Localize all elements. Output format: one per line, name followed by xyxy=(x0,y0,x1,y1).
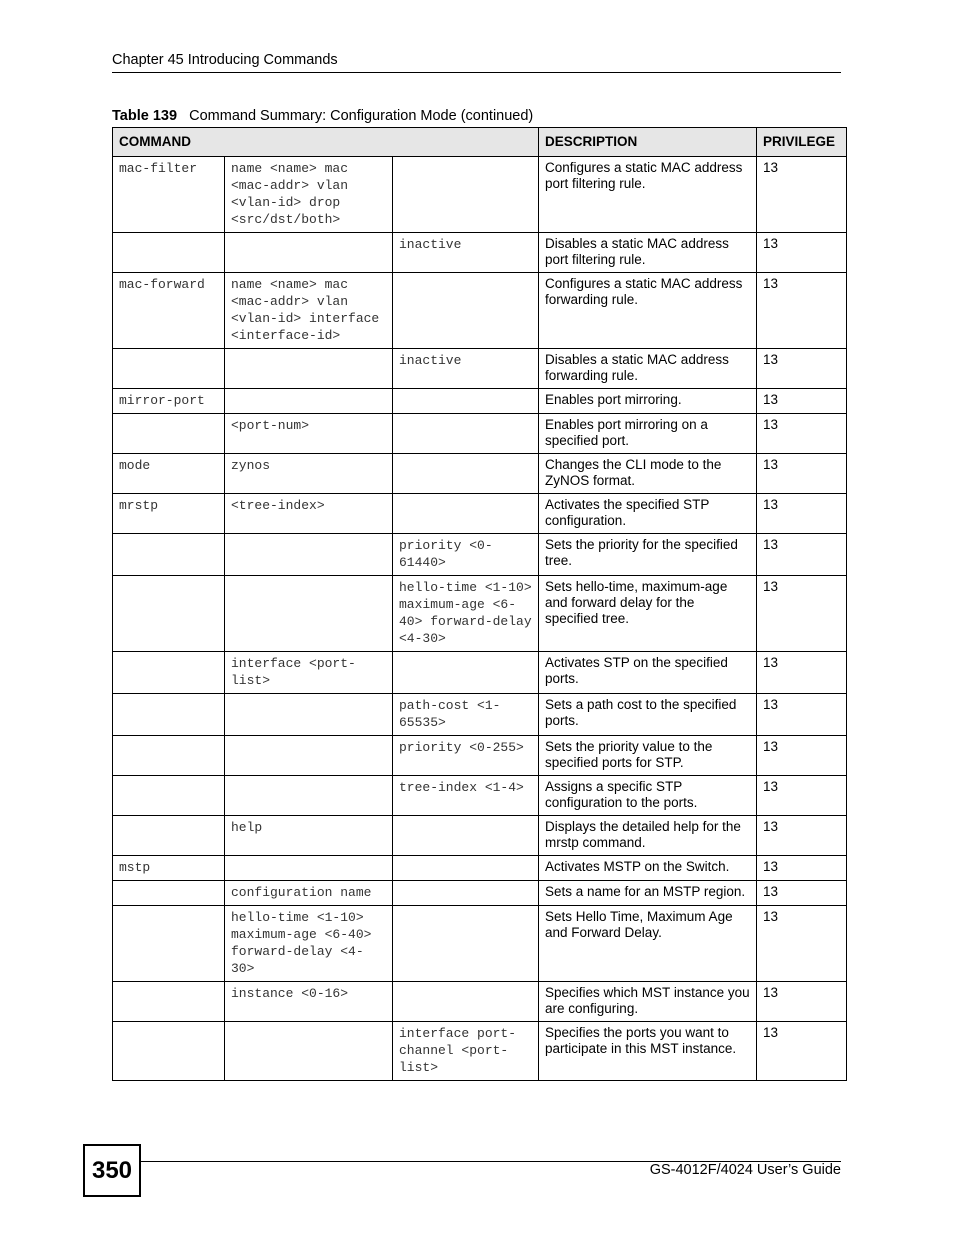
command-cell xyxy=(113,906,225,982)
description-cell: Enables port mirroring on a specified port. xyxy=(539,414,757,454)
description-cell: Assigns a specific STP configuration to the ports. xyxy=(539,776,757,816)
command-cell xyxy=(113,414,225,454)
privilege-cell: 13 xyxy=(757,349,847,389)
sub-argument-cell xyxy=(393,454,539,494)
privilege-cell: 13 xyxy=(757,652,847,694)
sub-argument-cell: hello-time <1-10> maximum-age <6-40> forward-delay <4-30> xyxy=(393,576,539,652)
sub-argument-cell xyxy=(393,273,539,349)
description-cell: Sets the priority for the specified tree. xyxy=(539,534,757,576)
sub-argument-cell: tree-index <1-4> xyxy=(393,776,539,816)
column-header-command: COMMAND xyxy=(113,128,539,157)
argument-cell: <port-num> xyxy=(225,414,393,454)
privilege-cell: 13 xyxy=(757,816,847,856)
command-cell xyxy=(113,534,225,576)
sub-argument-cell xyxy=(393,982,539,1022)
chapter-header: Chapter 45 Introducing Commands xyxy=(112,52,338,68)
table-row xyxy=(113,233,847,273)
command-cell: mode xyxy=(113,454,225,494)
argument-cell xyxy=(225,776,393,816)
description-cell: Sets Hello Time, Maximum Age and Forward Delay. xyxy=(539,906,757,982)
command-cell xyxy=(113,233,225,273)
argument-cell xyxy=(225,576,393,652)
page-number: 350 xyxy=(83,1144,141,1197)
command-cell: mrstp xyxy=(113,494,225,534)
privilege-cell: 13 xyxy=(757,982,847,1022)
privilege-cell: 13 xyxy=(757,776,847,816)
privilege-cell: 13 xyxy=(757,906,847,982)
description-cell: Sets a path cost to the specified ports. xyxy=(539,694,757,736)
argument-cell: configuration name xyxy=(225,881,393,906)
table-row xyxy=(113,414,847,454)
description-cell: Changes the CLI mode to the ZyNOS format. xyxy=(539,454,757,494)
table-row xyxy=(113,906,847,982)
privilege-cell: 13 xyxy=(757,414,847,454)
sub-argument-cell xyxy=(393,414,539,454)
description-cell: Configures a static MAC address port filtering rule. xyxy=(539,157,757,233)
privilege-cell: 13 xyxy=(757,157,847,233)
argument-cell: name <name> mac <mac-addr> vlan <vlan-id> interface <interface-id> xyxy=(225,273,393,349)
argument-cell xyxy=(225,349,393,389)
description-cell: Activates STP on the specified ports. xyxy=(539,652,757,694)
table-row xyxy=(113,349,847,389)
sub-argument-cell xyxy=(393,157,539,233)
sub-argument-cell xyxy=(393,906,539,982)
description-cell: Activates MSTP on the Switch. xyxy=(539,856,757,881)
table-row xyxy=(113,816,847,856)
privilege-cell: 13 xyxy=(757,1022,847,1081)
privilege-cell: 13 xyxy=(757,694,847,736)
table-row xyxy=(113,694,847,736)
description-cell: Enables port mirroring. xyxy=(539,389,757,414)
argument-cell xyxy=(225,856,393,881)
table-row xyxy=(113,494,847,534)
command-cell xyxy=(113,736,225,776)
sub-argument-cell: path-cost <1-65535> xyxy=(393,694,539,736)
command-cell xyxy=(113,694,225,736)
command-cell xyxy=(113,881,225,906)
command-cell: mac-forward xyxy=(113,273,225,349)
argument-cell xyxy=(225,233,393,273)
description-cell: Configures a static MAC address forwarding rule. xyxy=(539,273,757,349)
sub-argument-cell: inactive xyxy=(393,349,539,389)
command-cell: mstp xyxy=(113,856,225,881)
description-cell: Specifies the ports you want to participate in this MST instance. xyxy=(539,1022,757,1081)
description-cell: Disables a static MAC address forwarding rule. xyxy=(539,349,757,389)
sub-argument-cell xyxy=(393,389,539,414)
privilege-cell: 13 xyxy=(757,233,847,273)
sub-argument-cell xyxy=(393,856,539,881)
privilege-cell: 13 xyxy=(757,273,847,349)
command-cell xyxy=(113,576,225,652)
table-body xyxy=(113,157,847,1081)
sub-argument-cell xyxy=(393,816,539,856)
argument-cell: name <name> mac <mac-addr> vlan <vlan-id> drop <src/dst/both> xyxy=(225,157,393,233)
table-row xyxy=(113,881,847,906)
privilege-cell: 13 xyxy=(757,576,847,652)
argument-cell: zynos xyxy=(225,454,393,494)
table-row xyxy=(113,652,847,694)
table-row xyxy=(113,157,847,233)
description-cell: Sets the priority value to the specified ports for STP. xyxy=(539,736,757,776)
table-caption-label: Table 139 xyxy=(112,108,178,124)
table-row xyxy=(113,856,847,881)
table-row xyxy=(113,389,847,414)
column-header-description: DESCRIPTION xyxy=(539,128,757,157)
command-cell xyxy=(113,982,225,1022)
argument-cell xyxy=(225,1022,393,1081)
guide-title: GS-4012F/4024 User’s Guide xyxy=(649,1162,841,1178)
command-cell xyxy=(113,816,225,856)
column-header-privilege: PRIVILEGE xyxy=(757,128,847,157)
description-cell: Sets hello-time, maximum-age and forward delay for the specified tree. xyxy=(539,576,757,652)
sub-argument-cell: priority <0-255> xyxy=(393,736,539,776)
sub-argument-cell: inactive xyxy=(393,233,539,273)
command-cell xyxy=(113,1022,225,1081)
argument-cell xyxy=(225,389,393,414)
argument-cell: <tree-index> xyxy=(225,494,393,534)
table-row xyxy=(113,1022,847,1081)
description-cell: Disables a static MAC address port filtering rule. xyxy=(539,233,757,273)
argument-cell: help xyxy=(225,816,393,856)
privilege-cell: 13 xyxy=(757,454,847,494)
table-header-row xyxy=(113,128,847,157)
table-row xyxy=(113,454,847,494)
sub-argument-cell: priority <0-61440> xyxy=(393,534,539,576)
command-summary-table xyxy=(112,127,847,1081)
table-row xyxy=(113,534,847,576)
sub-argument-cell xyxy=(393,652,539,694)
table-caption-text: Command Summary: Configuration Mode (continued) xyxy=(189,108,534,124)
table-row xyxy=(113,273,847,349)
privilege-cell: 13 xyxy=(757,534,847,576)
argument-cell: instance <0-16> xyxy=(225,982,393,1022)
sub-argument-cell: interface port-channel <port-list> xyxy=(393,1022,539,1081)
command-cell xyxy=(113,349,225,389)
description-cell: Activates the specified STP configuration. xyxy=(539,494,757,534)
description-cell: Sets a name for an MSTP region. xyxy=(539,881,757,906)
privilege-cell: 13 xyxy=(757,736,847,776)
argument-cell xyxy=(225,694,393,736)
sub-argument-cell xyxy=(393,881,539,906)
description-cell: Specifies which MST instance you are configuring. xyxy=(539,982,757,1022)
table-row xyxy=(113,776,847,816)
argument-cell: interface <port-list> xyxy=(225,652,393,694)
command-cell xyxy=(113,652,225,694)
privilege-cell: 13 xyxy=(757,856,847,881)
table-row xyxy=(113,576,847,652)
argument-cell xyxy=(225,736,393,776)
command-cell xyxy=(113,776,225,816)
description-cell: Displays the detailed help for the mrstp command. xyxy=(539,816,757,856)
table-row xyxy=(113,982,847,1022)
argument-cell: hello-time <1-10> maximum-age <6-40> forward-delay <4-30> xyxy=(225,906,393,982)
table-row xyxy=(113,736,847,776)
command-cell: mirror-port xyxy=(113,389,225,414)
privilege-cell: 13 xyxy=(757,389,847,414)
argument-cell xyxy=(225,534,393,576)
header-divider xyxy=(112,72,841,73)
privilege-cell: 13 xyxy=(757,494,847,534)
sub-argument-cell xyxy=(393,494,539,534)
command-cell: mac-filter xyxy=(113,157,225,233)
privilege-cell: 13 xyxy=(757,881,847,906)
table-caption xyxy=(112,108,533,124)
